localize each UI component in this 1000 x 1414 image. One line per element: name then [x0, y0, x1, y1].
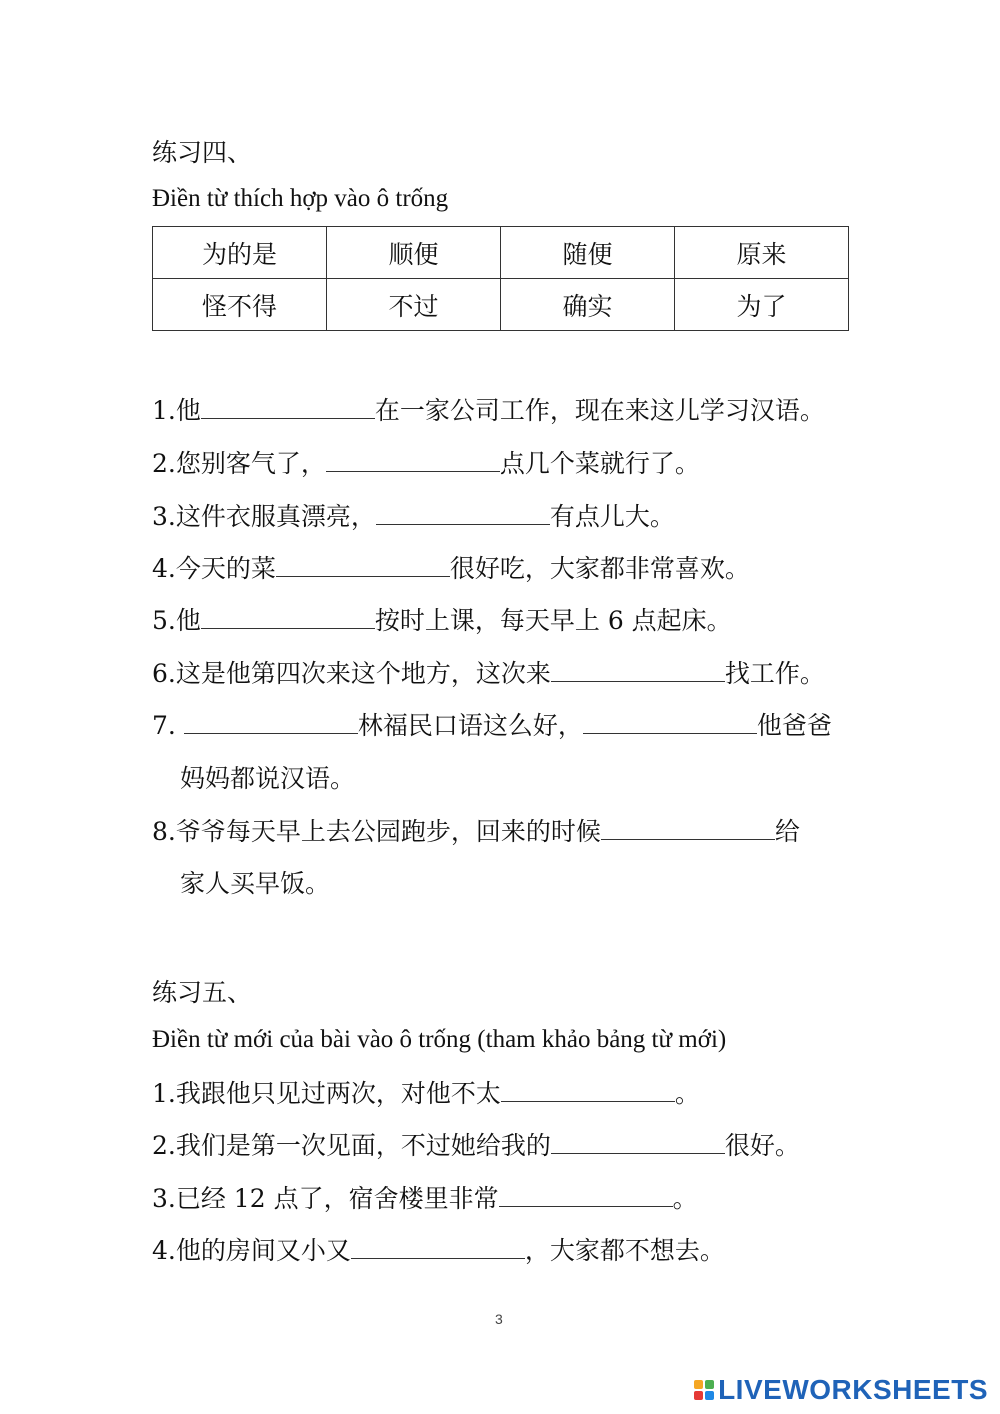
question-text: 这是他第四次来这个地方，这次来: [175, 659, 551, 688]
section5-instruction: Điền từ mới của bài vào ô trống (tham khảo bảng từ mới): [152, 1026, 727, 1053]
question-number: 3.: [152, 1184, 176, 1213]
answer-blank[interactable]: [276, 554, 450, 577]
liveworksheets-brand[interactable]: [694, 1374, 988, 1406]
logo-square: [694, 1391, 703, 1400]
table-cell: 怪不得: [153, 279, 327, 331]
question-text: 找工作。: [724, 659, 825, 688]
question-number: 1.: [152, 1079, 176, 1108]
question-continuation: 妈妈都说汉语。: [180, 764, 356, 793]
question-number: 7.: [152, 711, 176, 740]
answer-blank[interactable]: [351, 1236, 525, 1259]
question-item: [152, 657, 825, 691]
question-text: 。: [672, 1184, 698, 1213]
question-number: 2.: [152, 1131, 176, 1160]
question-text: 我跟他只见过两次，对他不太: [175, 1079, 501, 1108]
question-text: 有点儿大。: [549, 502, 675, 531]
table-cell: 为了: [675, 279, 849, 331]
table-cell: 为的是: [153, 227, 327, 279]
question-item: [152, 447, 700, 481]
answer-blank[interactable]: [184, 711, 358, 734]
question-text: 我们是第一次见面，不过她给我的: [175, 1131, 551, 1160]
question-text: 这件衣服真漂亮，: [175, 502, 376, 531]
section4-instruction: Điền từ thích hợp vào ô trống: [152, 185, 449, 212]
question-item: [152, 552, 750, 586]
question-text: 他: [175, 396, 201, 425]
question-text: 给: [774, 817, 800, 846]
question-text: 点几个菜就行了。: [499, 449, 700, 478]
question-text: 在一家公司工作，现在来这儿学习汉语。: [374, 396, 825, 425]
question-text: 很好。: [724, 1131, 800, 1160]
answer-blank[interactable]: [201, 606, 375, 629]
section4-heading: 练习四、: [152, 138, 253, 167]
question-text: 他的房间又小又: [175, 1236, 351, 1265]
brand-name: LIVEWORKSHEETS: [718, 1374, 988, 1405]
question-item: [152, 604, 732, 638]
question-item: [152, 1077, 700, 1111]
answer-blank[interactable]: [551, 659, 725, 682]
question-text: 很好吃，大家都非常喜欢。: [449, 554, 750, 583]
answer-blank[interactable]: [499, 1184, 673, 1207]
question-text: 他爸爸: [756, 711, 832, 740]
table-row: [153, 279, 849, 331]
question-continuation: 家人买早饭。: [180, 869, 331, 898]
question-number: 2.: [152, 449, 176, 478]
question-text: 。: [674, 1079, 700, 1108]
question-item: [152, 394, 825, 428]
answer-blank[interactable]: [601, 817, 775, 840]
question-text: 已经 12 点了，宿舍楼里非常: [175, 1184, 499, 1213]
answer-blank[interactable]: [326, 449, 500, 472]
page-number: 3: [495, 1311, 503, 1327]
question-number: 4.: [152, 554, 176, 583]
section5-heading: 练习五、: [152, 978, 253, 1007]
question-number: 4.: [152, 1236, 176, 1265]
table-cell: 顺便: [327, 227, 501, 279]
logo-square: [705, 1391, 714, 1400]
question-text: 他: [175, 606, 201, 635]
question-number: 1.: [152, 396, 176, 425]
question-text: 爷爷每天早上去公园跑步，回来的时候: [175, 817, 601, 846]
question-text: [176, 711, 184, 740]
question-text: 您别客气了，: [175, 449, 326, 478]
question-item: [152, 815, 800, 849]
question-text: 按时上课，每天早上 6 点起床。: [374, 606, 732, 635]
question-text: 林福民口语这么好，: [357, 711, 583, 740]
table-row: [153, 227, 849, 279]
answer-blank[interactable]: [583, 711, 757, 734]
word-bank-table: [152, 226, 849, 331]
question-item: [152, 1234, 725, 1268]
liveworksheets-logo-icon: [694, 1380, 714, 1400]
question-number: 5.: [152, 606, 176, 635]
table-cell: 不过: [327, 279, 501, 331]
answer-blank[interactable]: [376, 502, 550, 525]
question-number: 3.: [152, 502, 176, 531]
logo-square: [705, 1380, 714, 1389]
table-cell: 随便: [501, 227, 675, 279]
question-number: 6.: [152, 659, 176, 688]
question-item: [152, 1182, 698, 1216]
answer-blank[interactable]: [551, 1131, 725, 1154]
question-item: [152, 500, 675, 534]
table-cell: 原来: [675, 227, 849, 279]
answer-blank[interactable]: [501, 1079, 675, 1102]
question-text: 今天的菜: [175, 554, 276, 583]
question-item: [152, 1129, 800, 1163]
question-item: [152, 709, 832, 743]
question-number: 8.: [152, 817, 176, 846]
logo-square: [694, 1380, 703, 1389]
question-text: ，大家都不想去。: [524, 1236, 725, 1265]
table-cell: 确实: [501, 279, 675, 331]
answer-blank[interactable]: [201, 396, 375, 419]
